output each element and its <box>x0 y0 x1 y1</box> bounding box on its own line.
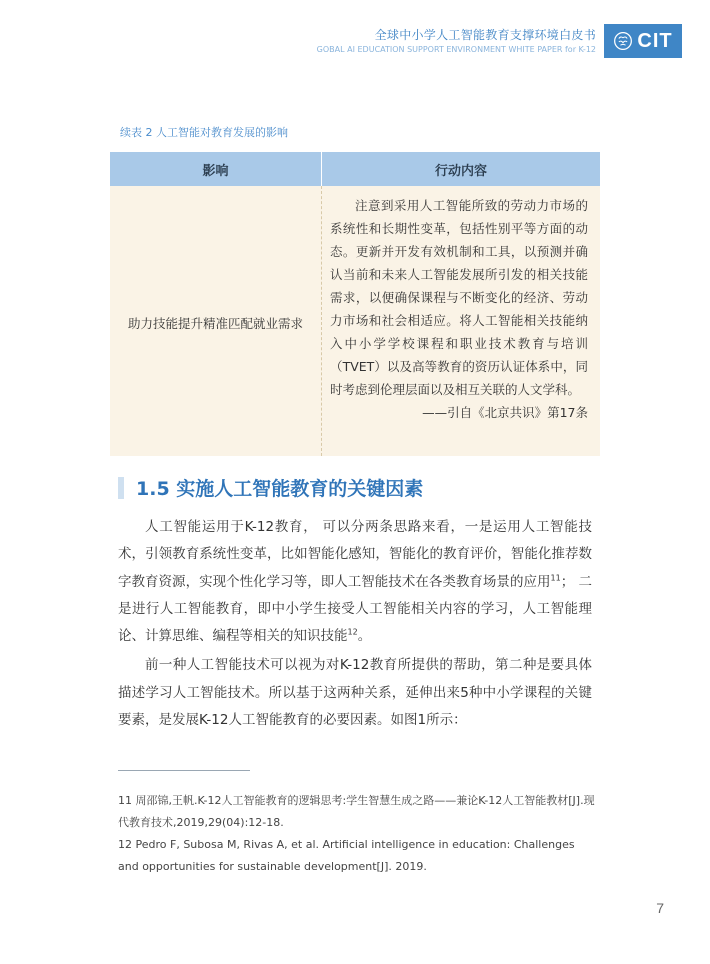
paragraph-1-part-b: ； 二是进行人工智能教育，即中小学生接受人工智能相关内容的学习，人工智能理论、计算思维、编程等相关的知识技能 <box>118 573 592 645</box>
section-heading <box>118 474 423 501</box>
table-cell-action <box>322 186 600 456</box>
body-paragraph-1 <box>118 514 592 650</box>
section-title: 1.5 实施人工智能教育的关键因素 <box>136 478 424 500</box>
footnote-ref-12[interactable]: 12 <box>347 627 358 637</box>
table-row <box>110 186 600 456</box>
footnote-divider <box>118 770 250 771</box>
footnote-ref-11[interactable]: 11 <box>550 573 561 583</box>
section-marker-bar <box>118 477 124 499</box>
header-title: 全球中小学人工智能教育支撑环境白皮书 <box>374 27 596 42</box>
table-header-action: 行动内容 <box>434 163 487 179</box>
table-caption: 续表 2 人工智能对教育发展的影响 <box>120 126 288 139</box>
table-header-row <box>110 152 600 186</box>
body-paragraph-2: 前一种人工智能技术可以视为对K-12教育所提供的帮助，第二种是要具体描述学习人工智能技术。所以基于这两种关系，延伸出来5种中小学课程的关键要素，是发展K-12人工智能教育的必要因素。如图1所示： <box>118 657 592 729</box>
action-text: 注意到采用人工智能所致的劳动力市场的系统性和长期性变革，包括性别平等方面的动态。更新并开发有效机制和工具，以预测并确认当前和未来人工智能发展所引发的相关技能需求，以便确保课程与不断变化的经济、劳动力市场和社会相适应。将人工智能相关技能纳入中小学学校课程和职业技术教育与培训（TVET）以及高等教育的资历认证体系中，同时考虑到伦理层面以及相互关联的人文学科。 <box>330 198 588 397</box>
brain-icon <box>613 31 633 51</box>
logo-text: CIT <box>637 29 673 52</box>
table-header-impact: 影响 <box>110 152 322 186</box>
footnote-11: 11 周邵锦,王帆.K-12人工智能教育的逻辑思考:学生智慧生成之路——兼论K-12人工智能教材[J].现代教育技术,2019,29(04):12-18. <box>118 794 595 829</box>
paragraph-1-part-a: 人工智能运用于K-12教育， 可以分两条思路来看，一是运用人工智能技术，引领教育系统性变革，比如智能化感知，智能化的教育评价，智能化推荐数字教育资源，实现个性化学习等，即人工智能技术在各类教育场景的应用 <box>118 519 592 590</box>
impact-table <box>110 152 600 456</box>
cit-logo <box>604 24 682 58</box>
paragraph-1-part-c: 。 <box>357 628 372 645</box>
page-header <box>317 24 682 58</box>
page-number: 7 <box>656 900 664 916</box>
footnotes <box>118 790 598 878</box>
action-citation: ——引自《北京共识》第17条 <box>422 405 588 420</box>
header-subtitle: GOBAL AI EDUCATION SUPPORT ENVIRONMENT WHITE PAPER for K-12 <box>316 44 596 54</box>
footnote-12: 12 Pedro F, Subosa M, Rivas A, et al. Artificial intelligence in education: Challenges and opportunities for sustainable development[J]. 2019. <box>118 838 575 873</box>
table-cell-impact: 助力技能提升精准匹配就业需求 <box>110 186 322 456</box>
header-text <box>317 27 596 56</box>
body-text <box>118 514 592 736</box>
